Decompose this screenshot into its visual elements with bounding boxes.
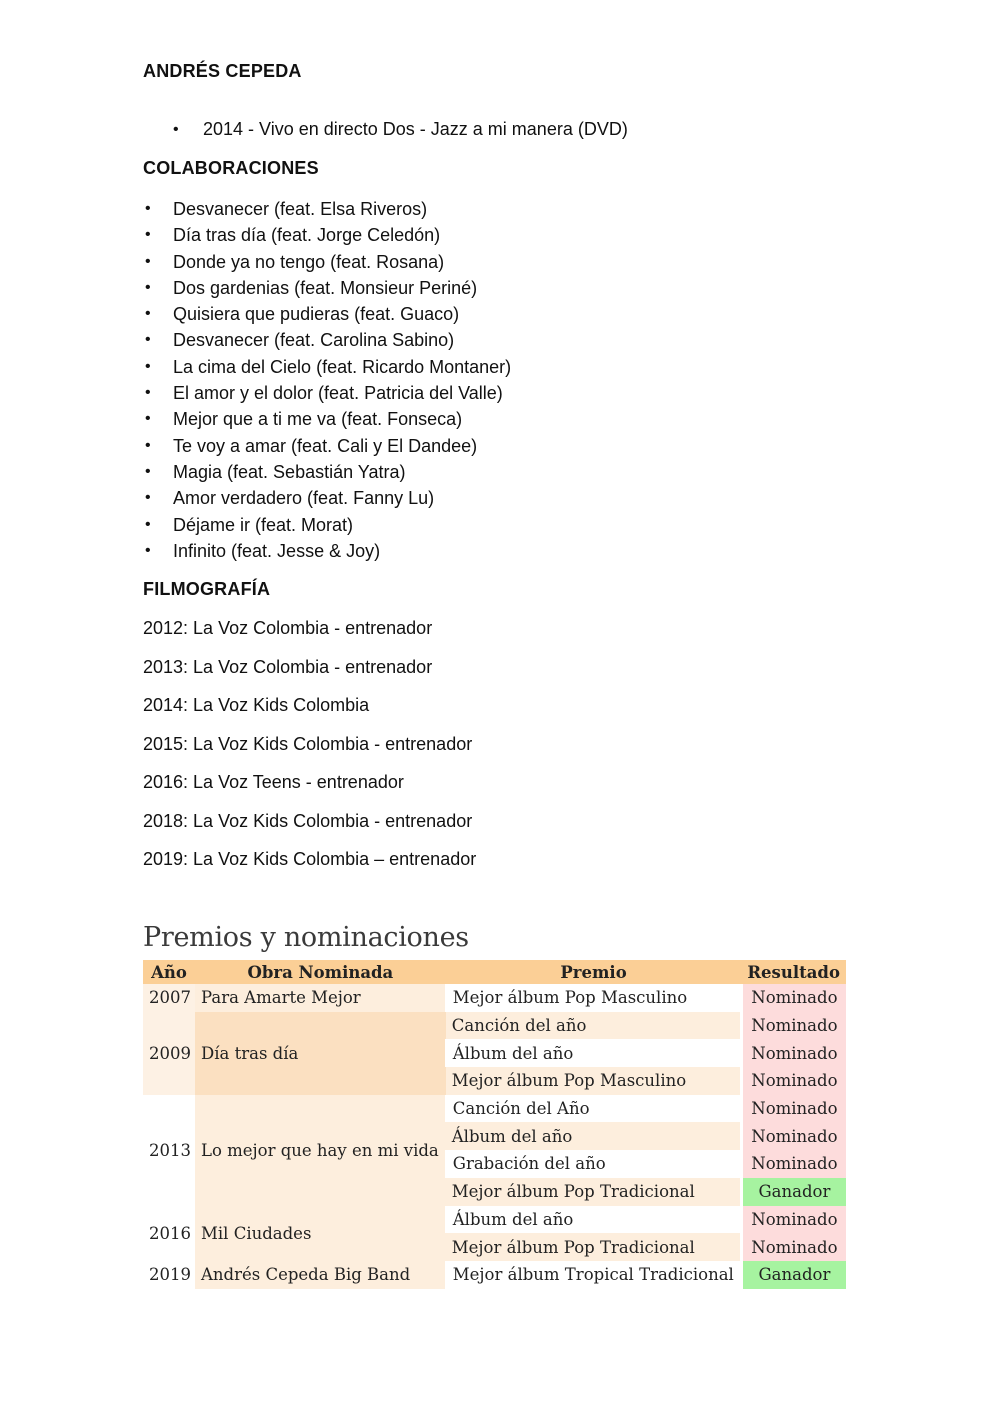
collaborations-heading: COLABORACIONES [143, 158, 319, 178]
year-cell: 2007 [143, 984, 195, 1012]
list-item-text: Déjame ir (feat. Morat) [173, 514, 354, 535]
result-cell: Nominado [741, 984, 846, 1012]
result-cell: Nominado [741, 1150, 846, 1178]
list-item-text: Infinito (feat. Jesse & Joy) [173, 540, 381, 561]
filmography-item: 2015: La Voz Kids Colombia - entrenador [143, 733, 473, 754]
table-row [143, 1095, 846, 1123]
list-item-text: Amor verdadero (feat. Fanny Lu) [173, 488, 435, 509]
header-result: Resultado [741, 960, 846, 984]
bullet-icon: • [145, 200, 151, 217]
bullet-icon: • [145, 462, 151, 480]
result-cell: Nominado [741, 1012, 846, 1040]
list-item-text: Te voy a amar (feat. Cali y El Dandee) [173, 435, 478, 456]
work-cell: Lo mejor que hay en mi vida [195, 1095, 446, 1206]
year-cell: 2016 [143, 1206, 195, 1261]
bullet-icon: • [145, 278, 151, 296]
award-cell: Canción del Año [446, 1095, 742, 1123]
list-item-text: Desvanecer (feat. Elsa Riveros) [173, 199, 428, 219]
filmography-item: 2014: La Voz Kids Colombia [143, 695, 370, 715]
award-cell: Mejor álbum Pop Tradicional [446, 1233, 742, 1261]
table-header-row [143, 960, 846, 984]
award-cell: Álbum del año [446, 1039, 742, 1067]
awards-title: Premios y nominaciones [143, 922, 469, 953]
awards-table [143, 960, 846, 1289]
bullet-icon: • [145, 252, 151, 270]
work-cell: Día tras día [195, 1012, 446, 1095]
filmography-heading: FILMOGRAFÍA [143, 579, 271, 599]
table-row [143, 984, 846, 1012]
filmography-item: 2013: La Voz Colombia - entrenador [143, 656, 433, 677]
list-item-text: Mejor que a ti me va (feat. Fonseca) [173, 409, 463, 430]
list-item [143, 197, 511, 223]
bullet-icon: • [145, 541, 151, 559]
table-row [143, 1206, 846, 1234]
list-item [143, 486, 511, 512]
bullet-icon: • [145, 436, 151, 454]
filmography-item: 2016: La Voz Teens - entrenador [143, 772, 404, 792]
list-item [143, 513, 511, 539]
header-award: Premio [446, 960, 742, 984]
year-cell: 2013 [143, 1095, 195, 1206]
header-year: Año [143, 960, 195, 984]
result-cell: Ganador [741, 1261, 846, 1289]
list-item [143, 434, 511, 460]
list-item [143, 539, 511, 565]
list-item [143, 381, 511, 407]
result-cell: Nominado [741, 1067, 846, 1095]
dvd-item-text: 2014 - Vivo en directo Dos - Jazz a mi manera (DVD) [203, 119, 628, 139]
list-item [143, 302, 511, 328]
list-item-text: La cima del Cielo (feat. Ricardo Montaner) [173, 356, 512, 377]
list-item-text: Donde ya no tengo (feat. Rosana) [173, 251, 445, 272]
list-item-text: Magia (feat. Sebastián Yatra) [173, 461, 406, 482]
list-item [143, 407, 511, 433]
bullet-icon: • [173, 121, 179, 138]
work-cell: Mil Ciudades [195, 1206, 446, 1261]
bullet-icon: • [145, 226, 151, 244]
filmography-item: 2019: La Voz Kids Colombia – entrenador [143, 849, 477, 869]
list-item [143, 223, 511, 249]
award-cell: Mejor álbum Pop Masculino [446, 1067, 742, 1095]
filmography-list [143, 616, 476, 886]
result-cell: Nominado [741, 1233, 846, 1261]
award-cell: Canción del año [446, 1012, 742, 1040]
list-item [143, 355, 511, 381]
list-item [143, 460, 511, 486]
bullet-icon: • [145, 489, 151, 507]
bullet-icon: • [145, 515, 151, 533]
award-cell: Grabación del año [446, 1150, 742, 1178]
artist-heading: ANDRÉS CEPEDA [143, 61, 302, 81]
list-item [143, 276, 511, 302]
result-cell: Nominado [741, 1095, 846, 1123]
award-cell: Mejor álbum Pop Masculino [446, 984, 742, 1012]
year-cell: 2019 [143, 1261, 195, 1289]
bullet-icon: • [145, 384, 151, 402]
list-item [143, 328, 511, 354]
result-cell: Ganador [741, 1178, 846, 1206]
header-work: Obra Nominada [195, 960, 446, 984]
bullet-icon: • [145, 331, 151, 349]
bullet-icon: • [145, 410, 151, 428]
award-cell: Álbum del año [446, 1206, 742, 1234]
table-row [143, 1012, 846, 1040]
table-row [143, 1261, 846, 1289]
filmography-item: 2018: La Voz Kids Colombia - entrenador [143, 810, 473, 831]
year-cell: 2009 [143, 1012, 195, 1095]
list-item-text: Quisiera que pudieras (feat. Guaco) [173, 304, 460, 325]
result-cell: Nominado [741, 1039, 846, 1067]
work-cell: Andrés Cepeda Big Band [195, 1261, 446, 1289]
result-cell: Nominado [741, 1206, 846, 1234]
bullet-icon: • [145, 305, 151, 323]
bullet-icon: • [145, 357, 151, 375]
work-cell: Para Amarte Mejor [195, 984, 446, 1012]
result-cell: Nominado [741, 1122, 846, 1150]
collaborations-list [143, 197, 511, 565]
list-item-text: El amor y el dolor (feat. Patricia del Valle) [173, 383, 503, 404]
list-item-text: Día tras día (feat. Jorge Celedón) [173, 225, 441, 246]
list-item-text: Dos gardenias (feat. Monsieur Periné) [173, 277, 478, 298]
award-cell: Álbum del año [446, 1122, 742, 1150]
award-cell: Mejor álbum Tropical Tradicional [446, 1261, 742, 1289]
filmography-item: 2012: La Voz Colombia - entrenador [143, 618, 433, 638]
list-item [143, 250, 511, 276]
award-cell: Mejor álbum Pop Tradicional [446, 1178, 742, 1206]
list-item-text: Desvanecer (feat. Carolina Sabino) [173, 330, 455, 351]
